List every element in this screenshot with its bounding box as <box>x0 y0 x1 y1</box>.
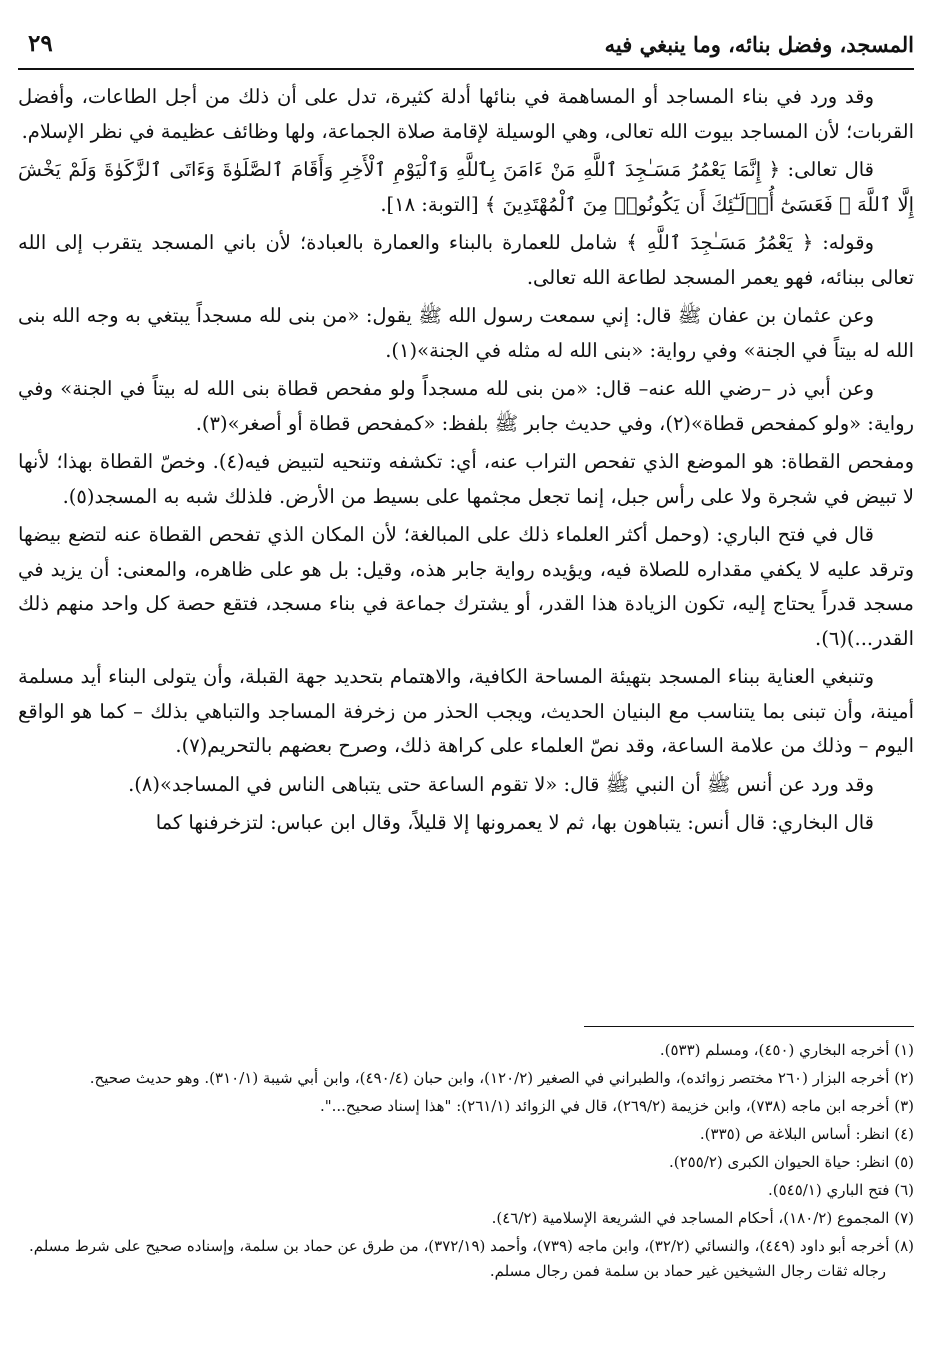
hadith-paragraph: وعن أبي ذر –رضي الله عنه– قال: «من بنى لله مسجداً ولو مفحص قطاة بنى الله له بيتاً في الجنة» وفي رواية: «ولو كمفحص قطاة»(٢)، وفي حديث جابر ﷺ بلفظ: «كمفحص قطاة أو أصغر»(٣). <box>18 377 914 435</box>
hadith-paragraph: وقد ورد عن أنس ﷺ أن النبي ﷺ قال: «لا تقوم الساعة حتى يتباهى الناس في المساجد»(٨). <box>128 772 874 796</box>
footnote: (٤) انظر: أساس البلاغة ص (٣٣٥). <box>699 1125 914 1143</box>
hadith-paragraph: وعن عثمان بن عفان ﷺ قال: إني سمعت رسول الله ﷺ يقول: «من بنى لله مسجداً يبتغي به وجه الله بنى الله له بيتاً في الجنة» وفي رواية: «بنى الله له مثله في الجنة»(١). <box>18 304 914 362</box>
paragraph: قال في فتح الباري: (وحمل أكثر العلماء ذلك على المبالغة؛ لأن المكان الذي تفحص القطاة عنه لتضع بيضها وترقد عليه لا يكفي مقداره للصلاة فيه، ويؤيده رواية جابر هذه، وقيل: بل هو على ظاهره، والمعنى: أن يزيد في مسجد قدراً يحتاج إليه، تكون الزيادة هذا القدر، أو يشترك جماعة في بناء مسجد، فتقع حصة كل واحد منهم ذلك القدر...)(٦). <box>18 523 914 650</box>
main-text <box>18 80 914 841</box>
footnote: (٢) أخرجه البزار (٢٦٠ مختصر زوائده)، والطبراني في الصغير (١٢٠/٢)، وابن حبان (٤٩٠/٤)، وابن أبي شيبة (٣١٠/١). وهو حديث صحيح. <box>89 1069 914 1087</box>
footnote: (٣) أخرجه ابن ماجه (٧٣٨)، وابن خزيمة (٢٦٩/٢)، قال في الزوائد (٢٦١/١): "هذا إسناد صحيح...". <box>319 1097 914 1115</box>
footnote: (٧) المجموع (١٨٠/٢)، أحكام المساجد في الشريعة الإسلامية (٤٦/٢). <box>491 1209 914 1227</box>
paragraph: ومفحص القطاة: هو الموضع الذي تفحص التراب عنه، أي: تكشفه وتنحيه لتبيض فيه(٤). وخصّ القطاة بهذا؛ لأنها لا تبيض في شجرة ولا على رأس جبل، إنما تجعل مجثمها على بسيط من الأرض. فلذلك شبه به المسجد(٥). <box>18 450 914 508</box>
footnote: (١) أخرجه البخاري (٤٥٠)، ومسلم (٥٣٣). <box>659 1041 914 1059</box>
paragraph: وتنبغي العناية ببناء المسجد بتهيئة المساحة الكافية، والاهتمام بتحديد جهة القبلة، وأن يتولى البناء أيد مسلمة أمينة، وأن تبنى بما يتناسب مع البنيان الحديث، ويجب الحذر من زخرفة المساجد والتباهي بذلك – كما هو الواقع اليوم – وذلك من علامة الساعة، وقد نصّ العلماء على كراهة ذلك، وصرح بعضهم بالتحريم(٧). <box>18 665 914 757</box>
footnote-divider <box>584 1026 914 1027</box>
running-title: المسجد، وفضل بنائه، وما ينبغي فيه <box>604 32 914 57</box>
paragraph: وقد ورد في بناء المساجد أو المساهمة في بنائها أدلة كثيرة، تدل على أن ذلك من أجل الطاعات، وأفضل القربات؛ لأن المساجد بيوت الله تعالى، وهي الوسيلة لإقامة صلاة الجماعة، ولها وظائف عظيمة في نظر الإسلام. <box>18 85 914 143</box>
paragraph: قال البخاري: قال أنس: يتباهون بها، ثم لا يعمرونها إلا قليلاً، وقال ابن عباس: لتزخرفنها كما <box>155 811 874 834</box>
footnote: (٨) أخرجه أبو داود (٤٤٩)، والنسائي (٣٢/٢)، وابن ماجه (٧٣٩)، وأحمد (٣٧٢/١٩)، من طرق عن حماد بن سلمة، وإسناده صحيح على شرط مسلم. رجاله ثقات رجال الشيخين غير حماد بن سلمة فمن رجال مسلم. <box>28 1237 914 1280</box>
footnote: (٥) انظر: حياة الحيوان الكبرى (٢٥٥/٢). <box>668 1153 914 1171</box>
paragraph: وقوله: ﴿ يَعْمُرُ مَسَـٰجِدَ ٱللَّهِ ﴾ شامل للعمارة بالبناء والعمارة بالعبادة؛ لأن باني المسجد يتقرب إلى الله تعالى ببنائه، فهو يعمر المسجد لطاعة الله تعالى. <box>18 231 914 289</box>
book-page <box>18 28 914 1348</box>
page-number: ٢٩ <box>28 30 53 57</box>
page-header <box>18 28 914 70</box>
quran-verse-paragraph: قال تعالى: ﴿ إِنَّمَا يَعْمُرُ مَسَـٰجِدَ ٱللَّهِ مَنْ ءَامَنَ بِٱللَّهِ وَٱلْيَوْمِ ٱلْأَخِرِ وَأَقَامَ ٱلصَّلَوٰةَ وَءَاتَى ٱلزَّكَوٰةَ وَلَمْ يَخْشَ إِلَّا ٱللَّهَ ۖ فَعَسَىٰٓ أُو۟لَـٰٓئِكَ أَن يَكُونُوا۟ مِنَ ٱلْمُهْتَدِينَ ﴾ [التوبة: ١٨]. <box>18 158 914 216</box>
footnotes <box>18 1038 914 1287</box>
footnote: (٦) فتح الباري (٥٤٥/١). <box>767 1181 914 1199</box>
